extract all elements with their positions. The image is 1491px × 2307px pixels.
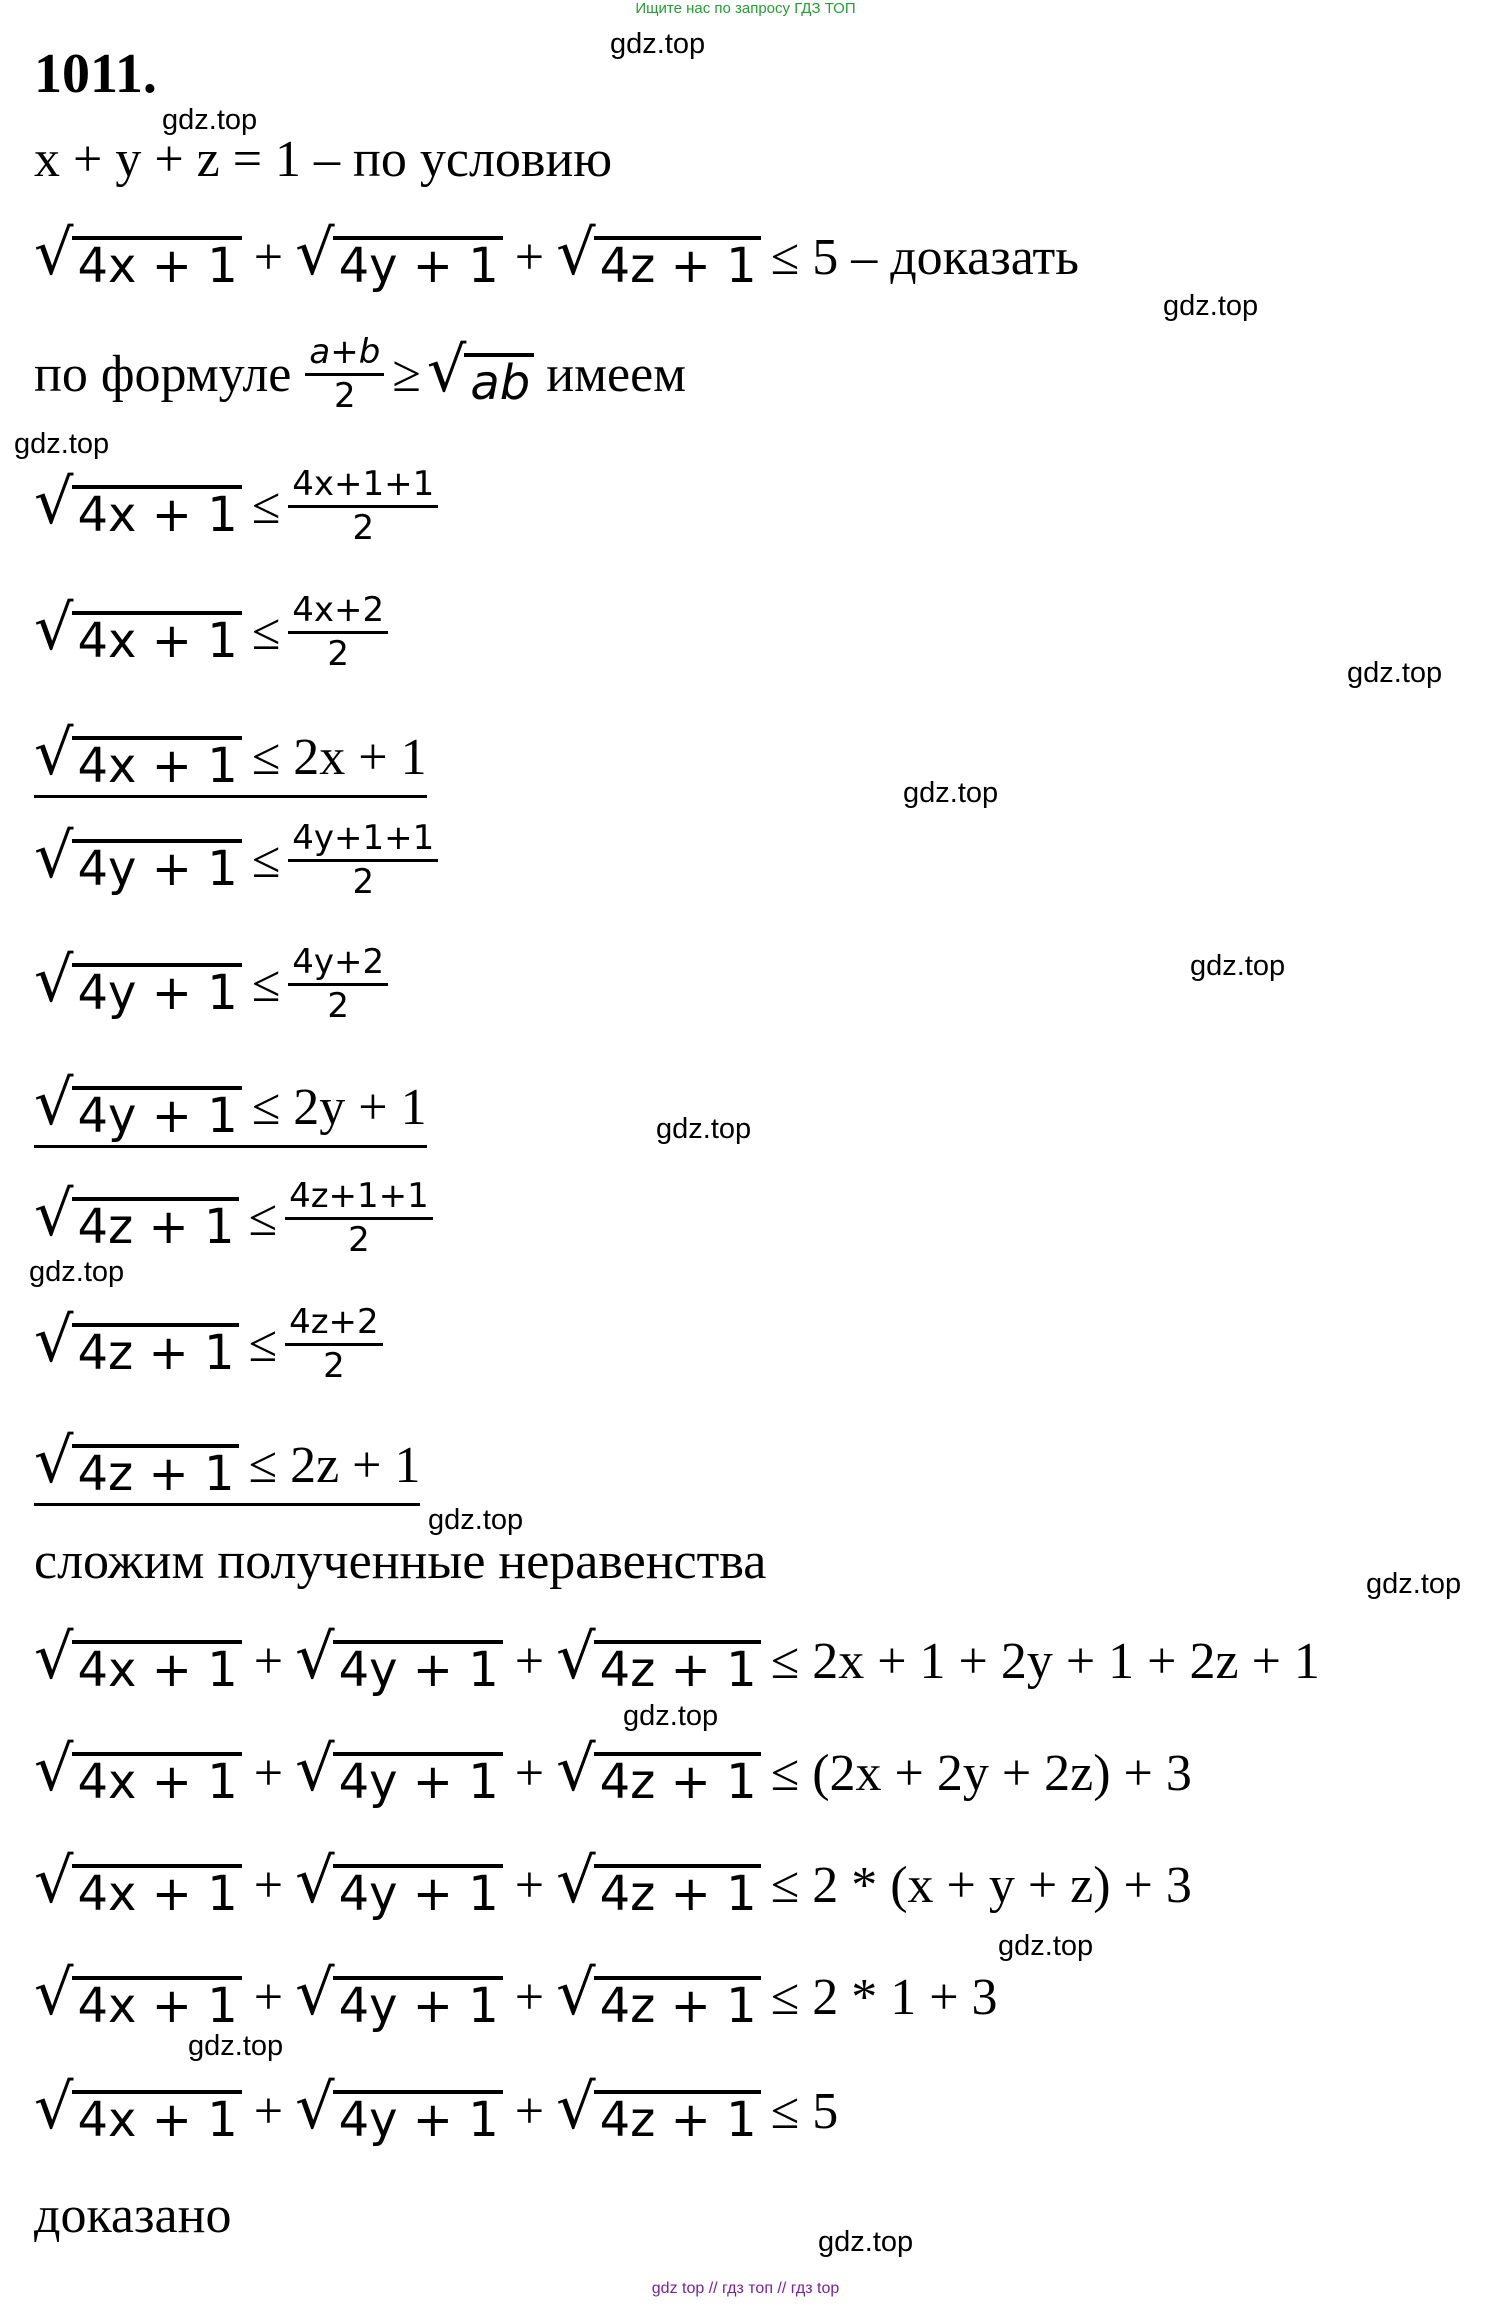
watermark: gdz.top xyxy=(610,28,706,60)
sum-line-5: √ 4x + 1 + √ 4y + 1 + √ 4z + 1 ≤ 5 xyxy=(34,2070,839,2148)
y-step-2: √ 4y + 1 ≤ $\frac{4y+2}{2}$ xyxy=(34,942,388,1027)
watermark: gdz.top xyxy=(29,1256,125,1288)
watermark: gdz.top xyxy=(998,1930,1094,1962)
watermark: gdz.top xyxy=(162,104,258,136)
condition-line: x + y + z = 1 – по условию xyxy=(34,131,613,188)
formula-line: по формуле $\frac{a+b}{2}$ ≥ √ ab имеем xyxy=(34,332,687,416)
watermark: gdz.top xyxy=(14,428,110,460)
watermark: gdz.top xyxy=(428,1504,524,1536)
top-banner[interactable]: Ищите нас по запросу ГДЗ ТОП xyxy=(635,0,856,17)
watermark: gdz.top xyxy=(188,2030,284,2062)
x-step-1: √ 4x + 1 ≤ $\frac{4x+1+1}{2}$ xyxy=(34,464,438,549)
footer-links[interactable]: gdz top // гдз топ // гдз top xyxy=(651,2280,840,2297)
add-inequalities-line: сложим полученные неравенства xyxy=(34,1533,767,1590)
sum-line-2: √ 4x + 1 + √ 4y + 1 + √ 4z + 1 ≤ (2x + 2y + 2z) + 3 xyxy=(34,1732,1192,1810)
watermark: gdz.top xyxy=(1347,657,1443,689)
x-step-2: √ 4x + 1 ≤ $\frac{4x+2}{2}$ xyxy=(34,590,388,675)
x-step-3: √ 4x + 1 ≤ 2x + 1 xyxy=(34,722,427,798)
z-step-3: √ 4z + 1 ≤ 2z + 1 xyxy=(34,1430,420,1506)
watermark: gdz.top xyxy=(656,1113,752,1145)
sum-line-1: √ 4x + 1 + √ 4y + 1 + √ 4z + 1 ≤ 2x + 1 + 2y + 1 + 2z + 1 xyxy=(34,1620,1320,1698)
z-step-1: √ 4z + 1 ≤ $\frac{4z+1+1}{2}$ xyxy=(34,1176,433,1261)
watermark: gdz.top xyxy=(1163,290,1259,322)
proved-line: доказано xyxy=(34,2187,232,2244)
sum-line-4: √ 4x + 1 + √ 4y + 1 + √ 4z + 1 ≤ 2 * 1 + 3 xyxy=(34,1956,998,2034)
y-step-3: √ 4y + 1 ≤ 2y + 1 xyxy=(34,1072,427,1148)
sum-line-3: √ 4x + 1 + √ 4y + 1 + √ 4z + 1 ≤ 2 * (x + y + z) + 3 xyxy=(34,1844,1192,1922)
prove-line: √ 4x + 1 + √ 4y + 1 + √ 4z + 1 ≤ 5 – доказать xyxy=(34,216,1079,294)
watermark: gdz.top xyxy=(818,2226,914,2258)
watermark: gdz.top xyxy=(903,777,999,809)
y-step-1: √ 4y + 1 ≤ $\frac{4y+1+1}{2}$ xyxy=(34,818,438,903)
watermark: gdz.top xyxy=(623,1700,719,1732)
watermark: gdz.top xyxy=(1366,1568,1462,1600)
z-step-2: √ 4z + 1 ≤ $\frac{4z+2}{2}$ xyxy=(34,1302,383,1387)
problem-number: 1011. xyxy=(34,43,157,105)
watermark: gdz.top xyxy=(1190,950,1286,982)
